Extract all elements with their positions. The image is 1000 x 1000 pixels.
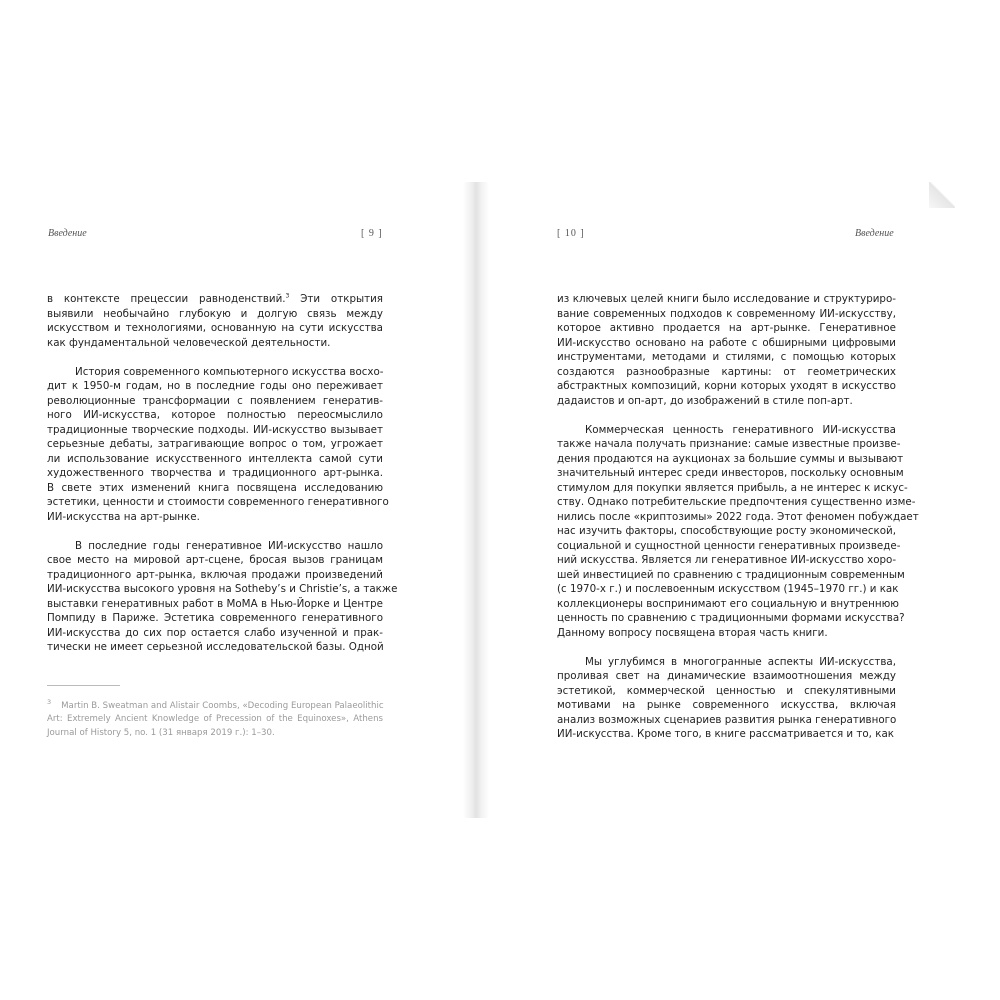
text-line: дадаистов и оп-арт, до изображений в стиле поп-арт. <box>557 394 853 407</box>
text-line: революционные трансформации с появлением генератив- <box>47 394 383 407</box>
paragraph <box>557 423 919 641</box>
left-body-text <box>47 292 398 655</box>
text-line: ний искусства. Является ли генеративное ИИ-искусство хоро- <box>557 554 897 566</box>
text-line: Коммерческая ценность генеративного ИИ-искусства <box>585 423 896 436</box>
text-line: ИИ-искусства на арт-рынке. <box>47 510 200 523</box>
text-line: серьезные дебаты, затрагивающие вопрос о том, угрожает <box>47 438 383 450</box>
text-line: В последние годы генеративное ИИ-искусство нашло <box>75 539 383 552</box>
text-line: ного ИИ-искусства, которое полностью переосмыслило <box>47 409 383 421</box>
footnote-line <box>47 713 383 727</box>
footnote <box>47 696 383 740</box>
paragraph-gap <box>47 350 383 365</box>
footnote-line <box>47 696 383 713</box>
text-line: в контексте прецессии равноденствий.$^3$ Эти открытия <box>47 292 383 305</box>
paragraph-gap <box>47 524 383 539</box>
paragraph <box>557 292 896 408</box>
text-line: ИИ-искусства до сих пор остается слабо изученной и прак- <box>47 626 383 639</box>
page-curl <box>929 182 955 208</box>
paragraph-gap <box>557 408 896 423</box>
text-line: абстрактных композиций, корни которых уходят в искусство <box>557 380 896 392</box>
text-line: дения продаются на аукционах за большие суммы и вызывают <box>557 452 904 465</box>
footnote-number: 3 <box>47 698 52 706</box>
text-line: выставки генеративных работ в MoMA в Нью-Йорке и Центре <box>47 597 383 610</box>
text-line: традиционного арт-рынка, включая продажи произведений <box>47 568 383 581</box>
right-page-number: [ 10 ] <box>557 228 585 239</box>
text-line: В свете этих изменений книга посвящена исследованию <box>47 481 383 494</box>
text-line: как фундаментальной человеческой деятельности. <box>47 336 331 349</box>
paragraph-gap <box>557 640 896 655</box>
text-line: стимулом для покупки является прибыль, а не интерес к искус- <box>557 481 908 494</box>
text-line: социальной и сущностной ценности генеративных произведе- <box>557 539 901 552</box>
left-running-head: Введение <box>48 228 87 239</box>
text-line: коллекционеры воспринимают его социальную и внутреннюю <box>557 597 899 610</box>
text-line: дит к 1950-м годам, но в последние годы оно переживает <box>47 380 383 392</box>
text-line: тически не имеет серьезной исследовательской базы. Одной <box>47 641 384 653</box>
text-line: нились после «криптозимы» 2022 года. Этот феномен побуждает <box>557 510 919 523</box>
footnote-text: Art: Extremely Ancient Knowledge of Precession of the Equinoxes», Athens <box>47 714 383 725</box>
footnote-line <box>47 727 383 741</box>
left-page-number: [ 9 ] <box>361 228 383 239</box>
text-line: мотивами на рынке современного искусства, включая <box>557 699 896 711</box>
footnote-text: Journal of History 5, no. 1 (31 января 2019 г.): 1–30. <box>47 727 275 738</box>
text-line: создаются разнообразные картины: от геометрических <box>557 365 896 378</box>
text-line: вание современных подходов к современному ИИ-искусству, <box>557 307 896 320</box>
text-line: ли использование искусственного интеллекта самой сути <box>47 452 383 465</box>
text-line: значительный интерес среди инвесторов, поскольку основным <box>557 467 904 479</box>
text-fragment: Эти открытия <box>289 293 383 305</box>
text-line: искусством и технологиями, основанную на сути искусства <box>47 322 383 334</box>
text-line: выявили необычайно глубокую и долгую связь между <box>47 307 383 320</box>
text-line: нас изучить факторы, способствующие росту экономической, <box>557 525 896 537</box>
text-line: художественного творчества и традиционного арт-рынка. <box>47 467 383 479</box>
text-line: которое активно продается на арт-рынке. Генеративное <box>557 322 896 334</box>
right-body-text <box>557 292 919 742</box>
text-line: эстетикой, коммерческой ценностью и спекулятивными <box>557 684 896 697</box>
text-line: свое место на мировой арт-сцене, бросая вызов границам <box>47 554 383 566</box>
text-line: из ключевых целей книги было исследование и структуриро- <box>557 293 896 305</box>
text-line: эстетики, ценности и стоимости современного генеративного <box>47 496 389 508</box>
text-line: анализ возможных сценариев развития рынка генеративного <box>557 713 897 726</box>
paragraph <box>47 539 398 655</box>
text-line: ИИ-искусства. Кроме того, в книге рассматривается и то, как <box>557 728 894 740</box>
footnote-rule <box>47 685 120 686</box>
paragraph <box>47 365 389 525</box>
footnote-text: Martin B. Sweatman and Alistair Coombs, «Decoding European Palaeolithic <box>61 700 384 711</box>
text-line: ству. Однако потребительские предпочтения существенно изме- <box>557 496 916 508</box>
footnote-reference[interactable]: 3 <box>285 292 290 300</box>
text-line: Мы углубимся в многогранные аспекты ИИ-искусства, <box>585 655 896 668</box>
text-line: инструментами, методами и стилями, с помощью которых <box>557 351 896 363</box>
text-line: шей инвестицией по сравнению с традиционным современным <box>557 568 905 581</box>
text-line: ИИ-искусство основано на работе с обширными цифровыми <box>557 336 896 349</box>
text-line: История современного компьютерного искусства восхо- <box>75 365 384 378</box>
text-line: Данному вопросу посвящена вторая часть книги. <box>557 626 828 639</box>
text-line: (с 1970-х г.) и послевоенным искусством (1945–1970 гг.) и как <box>557 583 899 595</box>
right-running-head: Введение <box>855 228 894 239</box>
text-line: ценность по сравнению с традиционными формами искусства? <box>557 612 905 624</box>
text-line: также начала получать признание: самые известные произве- <box>557 438 901 450</box>
text-line: ИИ-искусства высокого уровня на Sotheby’s и Christie’s, а также <box>47 583 398 595</box>
paragraph <box>557 655 896 742</box>
text-line: проливая свет на динамические взаимоотношения между <box>557 670 896 682</box>
book-gutter <box>463 182 489 818</box>
paragraph <box>47 292 383 350</box>
text-line: Помпиду в Париже. Эстетика современного генеративного <box>47 612 383 624</box>
text-line: традиционные творческие подходы. ИИ-искусство вызывает <box>47 423 383 436</box>
